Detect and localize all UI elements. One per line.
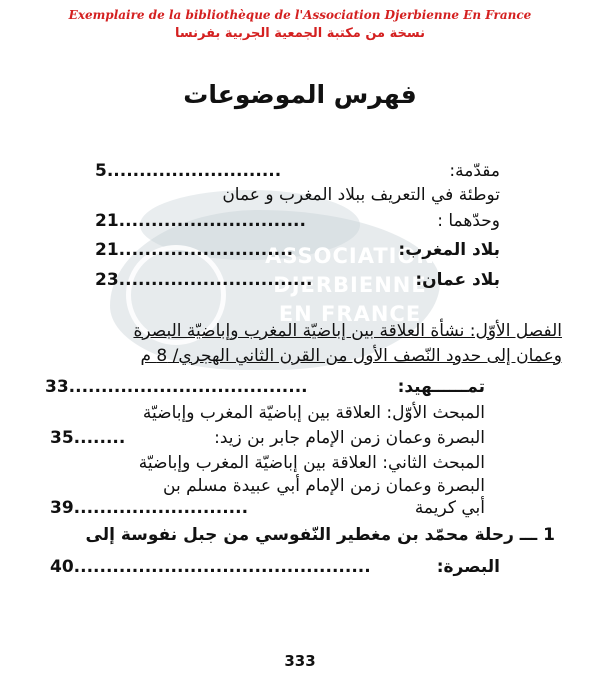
toc-journey-line-2: البصرة: <box>436 557 500 577</box>
toc-journey-line-1: 1 ـــ رحلة محمّد بن مغطير النّفوسي من جبل نفوسة إلى <box>85 525 555 545</box>
page-title: فهرس الموضوعات <box>183 80 417 109</box>
toc-maghreb-label: بلاد المغرب: <box>398 240 500 260</box>
toc-section-1-line-2: البصرة وعمان زمن الإمام جابر بن زيد: <box>214 428 485 448</box>
toc-chapter-1-line-2: وعمان إلى حدود النّصف الأول من القرن الثاني الهجري/ 8 م <box>140 346 562 366</box>
toc-section-1-line-1: المبحث الأوّل: العلاقة بين إباضيّة المغرب وإباضيّة <box>142 403 485 423</box>
toc-section-2-page: 39........................... <box>50 498 249 518</box>
toc-section-2-line-3: أبي كريمة <box>414 498 485 518</box>
toc-oman-page: 23.............................. <box>95 270 313 290</box>
toc-chapter-1-line-1: الفصل الأوّل: نشأة العلاقة بين إباضيّة المغرب وإباضيّة البصرة <box>133 321 562 341</box>
toc-settlement-page: 21............................. <box>95 211 306 231</box>
watermark-line-2: DJERBIENNE <box>273 273 427 297</box>
page-number: 333 <box>284 652 316 670</box>
toc-maghreb-page: 21........................... <box>95 240 294 260</box>
toc-section-2-line-2: البصرة وعمان زمن الإمام أبي عبيدة مسلم بن <box>163 476 485 496</box>
library-header-ar: نسخة من مكتبة الجمعية الجربية بفرنسا <box>175 26 425 41</box>
toc-section-1-page: 35........ <box>50 428 126 448</box>
library-header-fr: Exemplaire de la bibliothèque de l'Association Djerbienne En France <box>68 8 532 22</box>
toc-section-2-line-1: المبحث الثاني: العلاقة بين إباضيّة المغرب وإباضيّة <box>138 453 485 473</box>
toc-settlement-line-2: وحدّهما : <box>437 211 500 231</box>
toc-intro-page: 5........................... <box>95 161 282 181</box>
toc-journey-page: 40.............................................. <box>50 557 371 577</box>
toc-oman-label: بلاد عمان: <box>415 270 500 290</box>
toc-preface-label: تمــــــهيد: <box>397 377 485 397</box>
toc-preface-page: 33..................................... <box>45 377 308 397</box>
watermark-line-3: EN FRANCE <box>278 302 422 326</box>
toc-settlement-line-1: توطئة في التعريف ببلاد المغرب و عمان <box>222 185 500 205</box>
toc-intro-label: مقدّمة: <box>449 161 500 181</box>
watermark-line-1: ASSOCIATION <box>265 244 435 268</box>
